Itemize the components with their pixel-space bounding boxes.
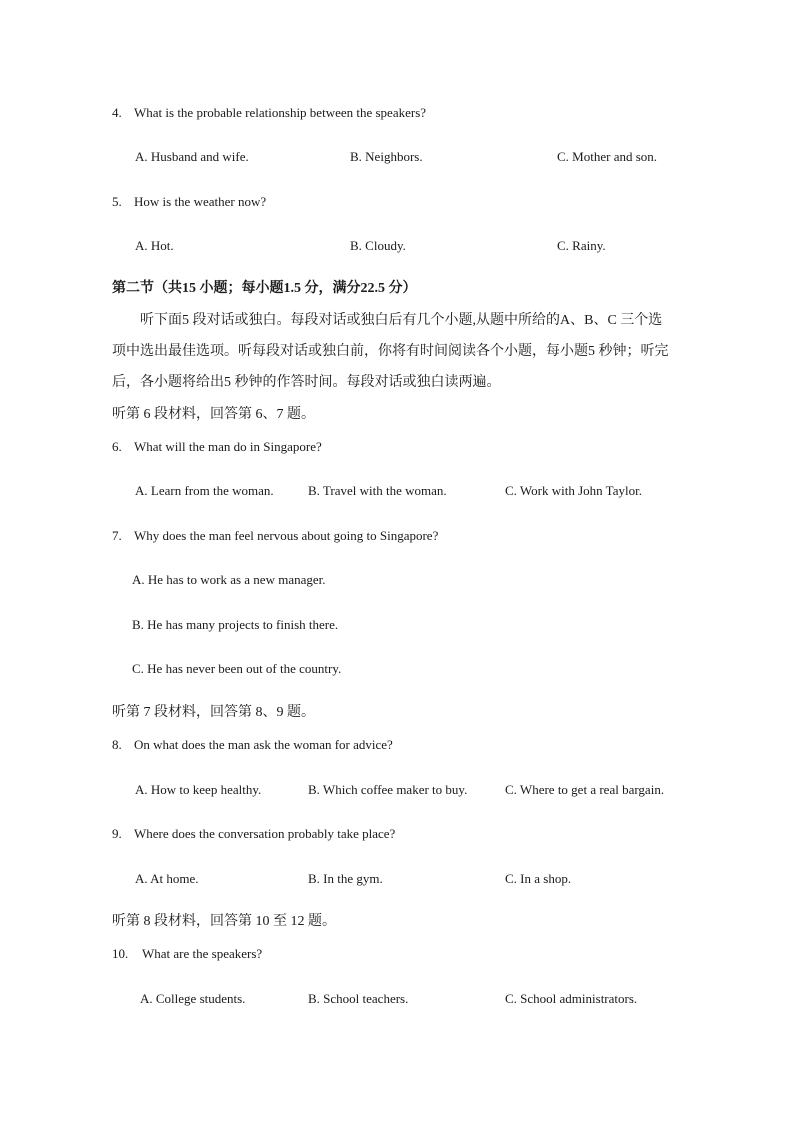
section-heading: 第二节（共15 小题；每小题1.5 分，满分22.5 分） xyxy=(112,281,417,296)
question-text: What is the probable relationship between the speakers? xyxy=(134,105,427,120)
question-number: 10. xyxy=(112,946,129,961)
option-c: C. Rainy. xyxy=(557,238,606,253)
question-number: 5. xyxy=(112,194,122,209)
option-b: B. Neighbors. xyxy=(350,149,423,164)
question-7 xyxy=(112,528,438,544)
option-a: A. At home. xyxy=(135,871,199,886)
option-b: B. Cloudy. xyxy=(350,238,406,253)
material-lead-8: 听第 8 段材料，回答第 10 至 12 题。 xyxy=(112,914,336,929)
option-a: A. He has to work as a new manager. xyxy=(132,572,326,587)
option-b: B. In the gym. xyxy=(308,871,383,886)
option-a: A. College students. xyxy=(140,991,246,1006)
option-a: A. How to keep healthy. xyxy=(135,782,262,797)
question-text: On what does the man ask the woman for advice? xyxy=(134,737,393,752)
question-4 xyxy=(112,105,426,121)
question-6 xyxy=(112,439,322,455)
question-text: What are the speakers? xyxy=(142,946,263,961)
section-instructions: 听下面5 段对话或独白。每段对话或独白后有几个小题,从题中所给的A、B、C 三个选项中选出最佳选项。听每段对话或独白前，你将有时间阅读各个小题，每小题5 秒钟；听完后，各小题将给出5 秒钟的作答时间。每段对话或独白读两遍。 xyxy=(112,313,669,390)
question-number: 6. xyxy=(112,439,122,454)
question-number: 8. xyxy=(112,737,122,752)
question-text: Why does the man feel nervous about going to Singapore? xyxy=(134,528,439,543)
option-c: C. Where to get a real bargain. xyxy=(505,782,665,797)
option-b: B. Which coffee maker to buy. xyxy=(308,782,468,797)
option-a: A. Husband and wife. xyxy=(135,149,249,164)
option-c: C. Mother and son. xyxy=(557,149,658,164)
question-number: 4. xyxy=(112,105,122,120)
material-lead-6: 听第 6 段材料，回答第 6、7 题。 xyxy=(112,407,315,422)
option-c: C. Work with John Taylor. xyxy=(505,483,642,498)
option-c: C. He has never been out of the country. xyxy=(132,661,342,676)
question-10 xyxy=(112,946,262,962)
question-text: Where does the conversation probably take place? xyxy=(134,826,396,841)
question-text: What will the man do in Singapore? xyxy=(134,439,322,454)
question-9 xyxy=(112,826,395,842)
option-a: A. Learn from the woman. xyxy=(135,483,274,498)
option-b: B. Travel with the woman. xyxy=(308,483,447,498)
option-a: A. Hot. xyxy=(135,238,174,253)
question-5 xyxy=(112,194,266,210)
option-b: B. He has many projects to finish there. xyxy=(132,617,339,632)
question-8 xyxy=(112,737,393,753)
option-b: B. School teachers. xyxy=(308,991,409,1006)
option-c: C. In a shop. xyxy=(505,871,572,886)
material-lead-7: 听第 7 段材料，回答第 8、9 题。 xyxy=(112,705,315,720)
question-number: 7. xyxy=(112,528,122,543)
question-number: 9. xyxy=(112,826,122,841)
option-c: C. School administrators. xyxy=(505,991,638,1006)
question-text: How is the weather now? xyxy=(134,194,267,209)
